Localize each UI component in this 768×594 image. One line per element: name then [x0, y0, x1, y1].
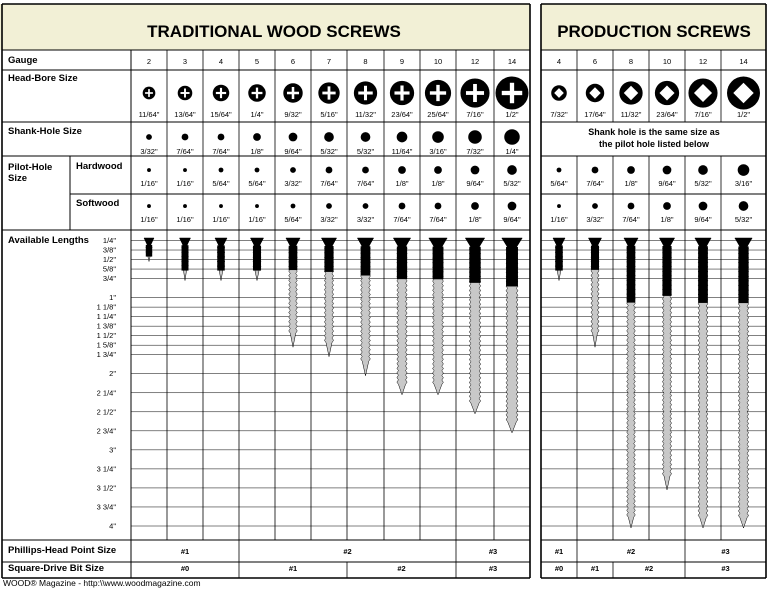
gauge-value: 12 [698, 57, 708, 66]
softwood-pilot-mark [255, 204, 259, 208]
length-label: 3/4" [102, 274, 116, 284]
softwood-pilot-mark [363, 203, 369, 209]
head-bore-value: 7/16" [694, 110, 712, 119]
phillips-recess-v [292, 87, 295, 99]
shank-hole-mark [504, 129, 520, 145]
shank-hole-value: 11/64" [391, 147, 413, 156]
phillips-recess-v [473, 84, 477, 102]
head-bore-value: 13/64" [174, 110, 196, 119]
wood-screw-shank [469, 247, 480, 283]
gauge-value: 9 [399, 57, 405, 66]
softwood-pilot-mark [557, 204, 561, 208]
wood-screw-shank [433, 247, 444, 280]
production-screw-shank [627, 246, 636, 303]
length-label: 2" [109, 369, 116, 379]
phillips-size: #3 [488, 547, 498, 556]
wood-screw-head [393, 238, 410, 247]
gauge-value: 6 [290, 57, 296, 66]
production-screw-head [553, 238, 565, 246]
wood-screw-head [250, 238, 263, 247]
production-screw-head [735, 238, 752, 247]
softwood-pilot-mark [628, 203, 635, 210]
production-screw-shank [738, 246, 748, 303]
production-screw-shank [591, 246, 599, 270]
production-screw-shank [555, 245, 563, 270]
wood-screw-shank [397, 246, 407, 279]
softwood-pilot-mark [699, 202, 708, 211]
hardwood-pilot-mark [592, 167, 599, 174]
hardwood-pilot-value: 7/64" [356, 179, 375, 188]
hardwood-pilot-mark [434, 166, 442, 174]
hardwood-pilot-value: 1/8" [624, 179, 638, 188]
gauge-value: 7 [326, 57, 332, 66]
head-bore-value: 15/64" [210, 110, 232, 119]
softwood-pilot-value: 3/32" [320, 215, 338, 224]
hardwood-pilot-value: 1/8" [395, 179, 409, 188]
label-gauge: Gauge [8, 55, 38, 66]
hardwood-pilot-value: 3/32" [284, 179, 302, 188]
phillips-recess-v [364, 86, 367, 100]
generated-marks [2, 4, 766, 578]
length-label: 1 3/4" [96, 350, 116, 360]
head-bore-value: 1/4" [250, 110, 264, 119]
label-shank-hole: Shank-Hole Size [8, 126, 82, 137]
wood-screw-head [321, 238, 336, 247]
length-label: 1 3/8" [96, 321, 116, 331]
length-label: 3 1/2" [96, 483, 116, 493]
label-phillips: Phillips-Head Point Size [8, 545, 117, 556]
shank-hole-value: 7/32" [466, 147, 484, 156]
softwood-pilot-value: 1/16" [176, 215, 194, 224]
gauge-value: 4 [218, 57, 224, 66]
wood-screw-head [465, 238, 484, 248]
softwood-pilot-value: 9/64" [694, 215, 712, 224]
wood-screw-head [144, 238, 154, 246]
shank-hole-value: 1/8" [250, 147, 264, 156]
hardwood-pilot-value: 5/64" [212, 179, 230, 188]
head-bore-value: 23/64" [391, 110, 413, 119]
hardwood-pilot-mark [219, 168, 224, 173]
phillips-recess-v [510, 83, 514, 103]
shank-hole-value: 9/64" [284, 147, 302, 156]
softwood-pilot-mark [508, 202, 517, 211]
softwood-pilot-mark [183, 204, 187, 208]
hardwood-pilot-value: 3/16" [734, 179, 753, 188]
square-bit-size: #3 [721, 564, 730, 573]
softwood-pilot-value: 5/32" [734, 215, 753, 224]
hardwood-pilot-value: 7/64" [586, 179, 604, 188]
softwood-pilot-value: 5/64" [284, 215, 302, 224]
length-label: 3 1/4" [96, 464, 116, 474]
shank-note: Shank hole is the same size as [588, 127, 720, 137]
hardwood-pilot-mark [183, 168, 187, 172]
head-bore-value: 1/2" [736, 110, 751, 119]
shank-hole-value: 5/32" [356, 147, 375, 156]
length-label: 2 3/4" [96, 426, 116, 436]
hardwood-pilot-mark [326, 167, 333, 174]
square-bit-size: #0 [554, 564, 564, 573]
phillips-recess-v [328, 86, 331, 99]
title-traditional: TRADITIONAL WOOD SCREWS [147, 22, 401, 41]
hardwood-pilot-value: 1/8" [431, 179, 445, 188]
length-label: 1/2" [102, 255, 116, 265]
length-label: 3 3/4" [96, 502, 116, 512]
phillips-recess-v [220, 88, 222, 98]
shank-hole-mark [218, 134, 225, 141]
softwood-pilot-value: 7/64" [429, 215, 447, 224]
length-label: 2 1/4" [96, 388, 116, 398]
gauge-value: 4 [556, 57, 562, 66]
phillips-recess-v [436, 85, 439, 101]
hardwood-pilot-mark [147, 168, 151, 172]
length-label: 3/8" [102, 245, 116, 255]
length-label: 5/8" [102, 264, 116, 274]
wood-screw-shank [506, 247, 518, 286]
hardwood-pilot-value: 9/64" [466, 179, 484, 188]
softwood-pilot-mark [471, 202, 479, 210]
hardwood-pilot-value: 5/64" [550, 179, 568, 188]
shank-hole-value: 3/32" [140, 147, 158, 156]
label-hardwood: Hardwood [76, 161, 123, 172]
hardwood-pilot-mark [398, 166, 406, 174]
hardwood-pilot-mark [698, 165, 708, 175]
length-label: 1" [109, 293, 116, 303]
gauge-value: 5 [254, 57, 260, 66]
credit-line: WOOD® Magazine - http:\\www.woodmagazine.com [3, 578, 201, 588]
label-head-bore: Head-Bore Size [8, 73, 78, 84]
softwood-pilot-mark [147, 204, 151, 208]
wood-screw-head [429, 238, 447, 248]
head-bore-value: 5/16" [320, 110, 338, 119]
softwood-pilot-value: 1/8" [468, 215, 482, 224]
hardwood-pilot-mark [663, 166, 672, 175]
hardwood-pilot-mark [255, 168, 260, 173]
shank-hole-mark [397, 132, 408, 143]
length-label: 1 5/8" [96, 340, 116, 350]
hardwood-pilot-mark [471, 166, 480, 175]
phillips-size: #3 [721, 547, 730, 556]
wood-screw-shank [324, 246, 333, 272]
wood-screw-shank [289, 246, 298, 270]
gauge-value: 14 [739, 57, 748, 66]
gauge-value: 8 [628, 57, 634, 66]
softwood-pilot-mark [663, 202, 671, 210]
shank-hole-value: 7/64" [212, 147, 230, 156]
head-bore-value: 7/16" [466, 110, 484, 119]
gauge-value: 12 [470, 57, 480, 66]
hardwood-pilot-value: 5/32" [503, 179, 521, 188]
hardwood-pilot-value: 5/64" [248, 179, 266, 188]
hardwood-pilot-mark [290, 167, 296, 173]
wood-screw-shank [361, 246, 371, 275]
phillips-size: #2 [343, 547, 352, 556]
hardwood-pilot-value: 5/32" [694, 179, 712, 188]
softwood-pilot-value: 1/8" [660, 215, 674, 224]
wood-screw-head [215, 238, 227, 246]
production-screw-shank [698, 246, 708, 303]
softwood-pilot-value: 1/16" [550, 215, 568, 224]
wood-screw-head [502, 238, 523, 248]
softwood-pilot-mark [219, 204, 223, 208]
wood-screw-head [286, 238, 300, 247]
gauge-value: 10 [433, 57, 443, 66]
head-bore-value: 11/32" [355, 110, 376, 119]
head-bore-value: 11/32" [620, 110, 642, 119]
label-square: Square-Drive Bit Size [8, 563, 105, 574]
shank-hole-mark [432, 131, 444, 143]
shank-hole-mark [146, 134, 152, 140]
square-bit-size: #1 [590, 564, 600, 573]
gauge-value: 8 [363, 57, 368, 66]
hardwood-pilot-value: 1/16" [140, 179, 158, 188]
gauge-value: 6 [592, 57, 598, 66]
gauge-value: 2 [146, 57, 152, 66]
phillips-recess-v [256, 88, 258, 99]
label-pilot-hole-size: Size [8, 173, 28, 184]
wood-screw-shank [146, 245, 152, 257]
production-screw-head [588, 238, 601, 247]
hardwood-pilot-value: 1/16" [176, 179, 194, 188]
softwood-pilot-value: 7/64" [622, 215, 640, 224]
wood-screw-shank [253, 246, 261, 271]
softwood-pilot-value: 1/16" [212, 215, 230, 224]
shank-hole-mark [361, 132, 371, 142]
length-label: 1 1/2" [96, 331, 116, 341]
head-bore-value: 7/32" [550, 110, 568, 119]
shank-hole-mark [253, 133, 261, 141]
head-bore-value: 25/64" [427, 110, 449, 119]
head-bore-value: 17/64" [584, 110, 606, 119]
head-bore-value: 9/32" [284, 110, 302, 119]
softwood-pilot-mark [435, 203, 442, 210]
production-screw-head [624, 238, 638, 247]
phillips-size: #2 [626, 547, 636, 556]
hardwood-pilot-value: 9/64" [658, 179, 676, 188]
hardwood-pilot-mark [507, 165, 517, 175]
square-bit-size: #2 [644, 564, 654, 573]
softwood-pilot-value: 1/16" [140, 215, 158, 224]
square-bit-size: #3 [488, 564, 498, 573]
wood-screw-head [357, 238, 373, 247]
length-label: 4" [109, 521, 116, 531]
wood-screw-shank [182, 245, 189, 270]
shank-hole-value: 7/64" [176, 147, 194, 156]
production-screw-head [659, 238, 674, 247]
phillips-recess-v [184, 88, 186, 97]
softwood-pilot-value: 3/32" [586, 215, 604, 224]
shank-hole-value: 1/4" [505, 147, 519, 156]
shank-note-line2: the pilot hole listed below [598, 139, 710, 149]
production-screw-shank [662, 246, 671, 296]
softwood-pilot-mark [326, 203, 332, 209]
length-label: 3" [109, 445, 116, 455]
production-screw-head [695, 238, 711, 247]
shank-hole-value: 3/16" [429, 147, 447, 156]
hardwood-pilot-mark [627, 166, 635, 174]
shank-hole-mark [289, 133, 298, 142]
length-label: 1 1/4" [96, 312, 116, 322]
length-label: 1/4" [102, 236, 116, 245]
label-pilot-hole: Pilot-Hole [8, 162, 53, 173]
softwood-pilot-mark [592, 203, 598, 209]
shank-hole-value: 5/32" [320, 147, 338, 156]
phillips-recess-v [400, 85, 403, 100]
hardwood-pilot-value: 7/64" [320, 179, 338, 188]
hardwood-pilot-mark [738, 164, 750, 176]
shank-hole-mark [182, 134, 189, 141]
phillips-size: #1 [554, 547, 564, 556]
gauge-value: 3 [182, 57, 188, 66]
title-production: PRODUCTION SCREWS [557, 22, 751, 41]
softwood-pilot-value: 1/16" [248, 215, 266, 224]
wood-screw-head [179, 238, 190, 246]
length-label: 2 1/2" [96, 407, 116, 417]
hardwood-pilot-mark [362, 167, 369, 174]
head-bore-value: 23/64" [656, 110, 678, 119]
head-bore-value: 1/2" [505, 110, 519, 119]
wood-screw-shank [217, 245, 225, 270]
length-label: 1 1/8" [96, 302, 116, 312]
gauge-value: 10 [662, 57, 672, 66]
phillips-size: #1 [180, 547, 190, 556]
hardwood-pilot-mark [557, 168, 562, 173]
label-lengths: Available Lengths [8, 235, 89, 246]
softwood-pilot-mark [739, 201, 749, 211]
square-bit-size: #2 [397, 564, 406, 573]
phillips-recess-v [148, 89, 150, 97]
softwood-pilot-value: 3/32" [356, 215, 375, 224]
head-bore-value: 11/64" [138, 110, 160, 119]
square-bit-size: #0 [180, 564, 190, 573]
square-bit-size: #1 [288, 564, 298, 573]
shank-hole-mark [324, 132, 334, 142]
gauge-value: 14 [507, 57, 517, 66]
softwood-pilot-value: 7/64" [393, 215, 411, 224]
softwood-pilot-mark [399, 203, 406, 210]
softwood-pilot-mark [291, 204, 296, 209]
shank-hole-mark [468, 130, 482, 144]
softwood-pilot-value: 9/64" [503, 215, 521, 224]
label-softwood: Softwood [76, 198, 120, 209]
